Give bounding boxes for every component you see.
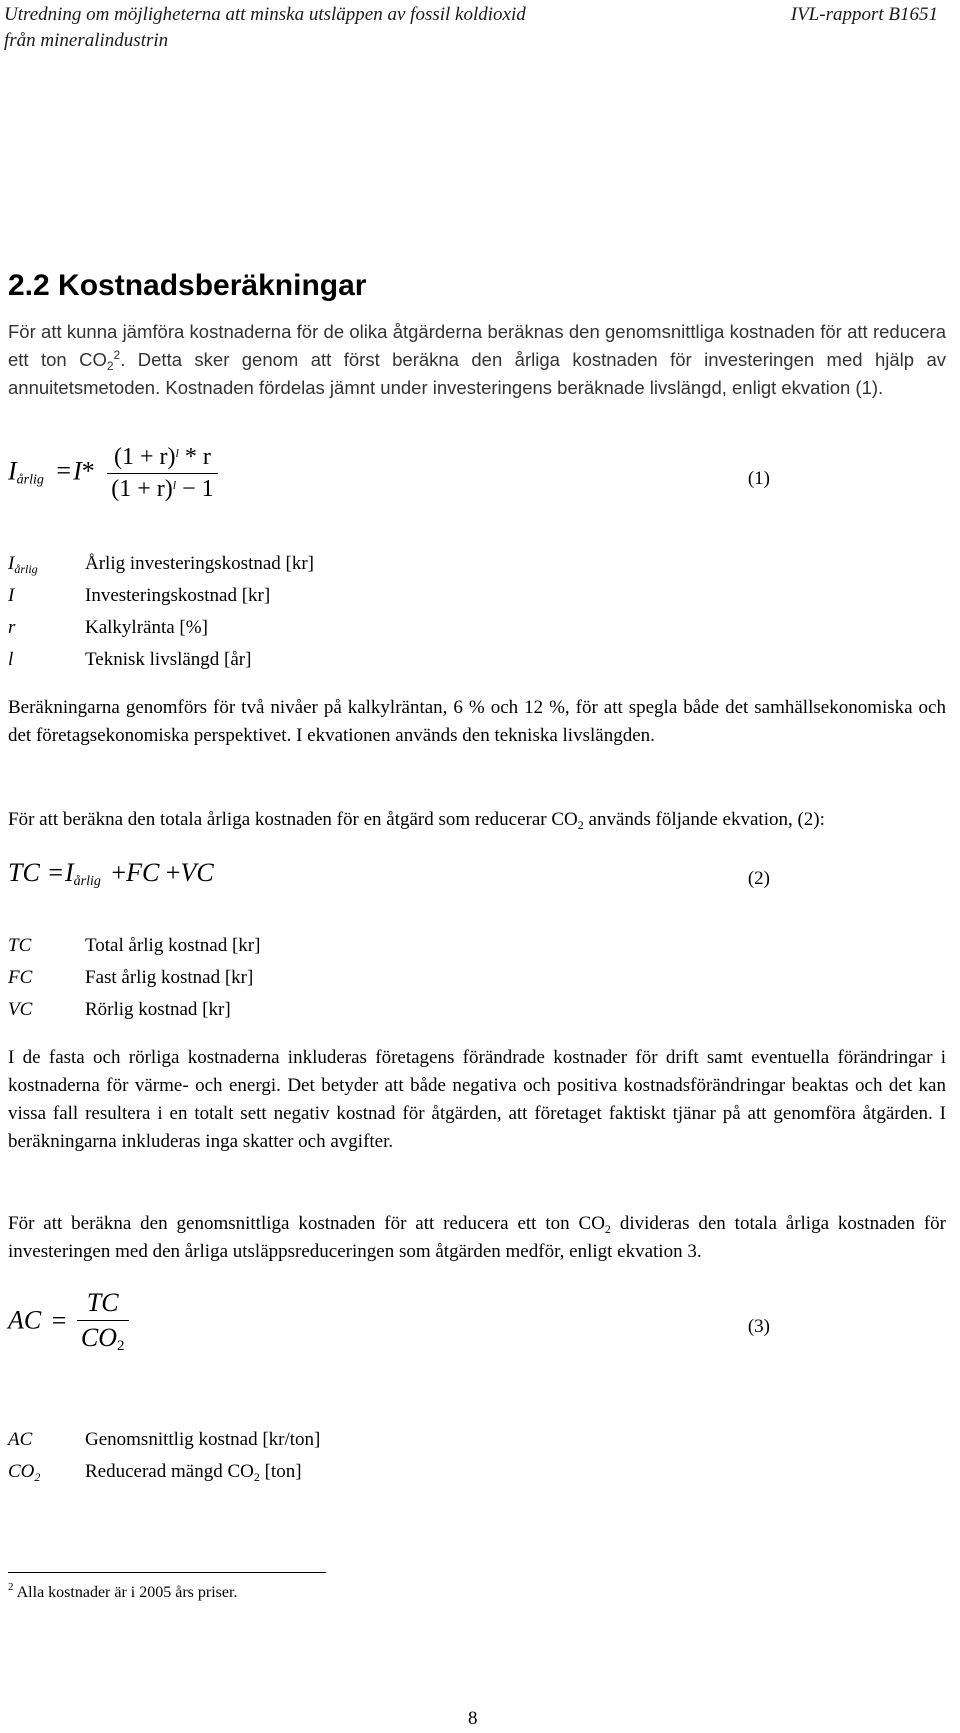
equation-1: $I_{årlig} =I*$ $\frac{(1 + r)^l * r}{(1 + r)^l - 1}$ (1) <box>8 444 770 502</box>
page-number: 8 <box>468 1708 478 1729</box>
footnote-ref: 2 <box>113 348 121 362</box>
footnote-separator <box>8 1572 326 1573</box>
equation-number-2: (2) <box>747 868 770 889</box>
fraction-average-cost: $\frac{TC}{CO_2}$ <box>77 1288 129 1353</box>
running-header-left <box>4 2 526 54</box>
equation-number-1: (1) <box>747 468 770 489</box>
paragraph-fixed-variable-costs: I de fasta och rörliga kostnaderna inkluderas företagens förändrade kostnader för drift samt eventuella förändringar i kostnaderna för värme- och energi. Det betyder att både negativa och positiva kostnadsförändringar beaktas och det kan vissa fall resultera i en totalt sett negativ kostnad för åtgärden, att företaget faktiskt tjänar på att genomföra åtgärden. I beräkningarna inkluderas inga skatter och avgifter. <box>8 1047 946 1152</box>
equation-number-3: (3) <box>747 1316 770 1337</box>
header-title-line1: Utredning om möjligheterna att minska utsläppen av fossil koldioxid <box>4 4 526 25</box>
paragraph-interest-rates: Beräkningarna genomförs för två nivåer på kalkylräntan, 6 % och 12 %, för att spegla både det samhällsekonomiska och det företagsekonomiska perspektivet. I ekvationen används den tekniska livslängden. <box>8 697 946 746</box>
footnote: $^2$ Alla kostnader är i 2005 års priser. <box>8 1581 238 1601</box>
running-header-report-id: IVL-rapport B1651 <box>790 4 938 25</box>
section-heading: 2.2 Kostnadsberäkningar <box>8 269 367 302</box>
paragraph-average-cost-intro: För att beräkna den genomsnittliga kostnaden för att reducera ett ton $CO_2$ divideras den totala årliga kostnaden för investeringen med den årliga utsläppsreduceringen som åtgärden medför, enligt ekvation 3. <box>8 1213 946 1262</box>
equation-2: TC $=I_{årlig} +FC +VC$ (2) <box>8 858 770 889</box>
paragraph-intro: För att kunna jämföra kostnaderna för de olika åtgärderna beräknas den genomsnittliga kostnaden för att reducera ett ton $CO_2^2$. Detta sker genom att först beräkna den årliga kostnaden för investeringen med hjälp av annuitetsmetoden. Kostnaden fördelas jämnt under investeringens beräknade livslängd, enligt ekvation (1). <box>8 321 946 398</box>
paragraph-total-cost-intro: För att beräkna den totala årliga kostnaden för en åtgärd som reducerar $CO_2$ används följande ekvation, (2): <box>8 809 825 832</box>
header-title-line2: från mineralindustrin <box>4 30 169 51</box>
equation-3: AC = $\frac{TC}{CO_2}$ (3) <box>8 1288 770 1354</box>
fraction-annuity: $\frac{(1 + r)^l * r}{(1 + r)^l - 1}$ <box>107 444 217 503</box>
